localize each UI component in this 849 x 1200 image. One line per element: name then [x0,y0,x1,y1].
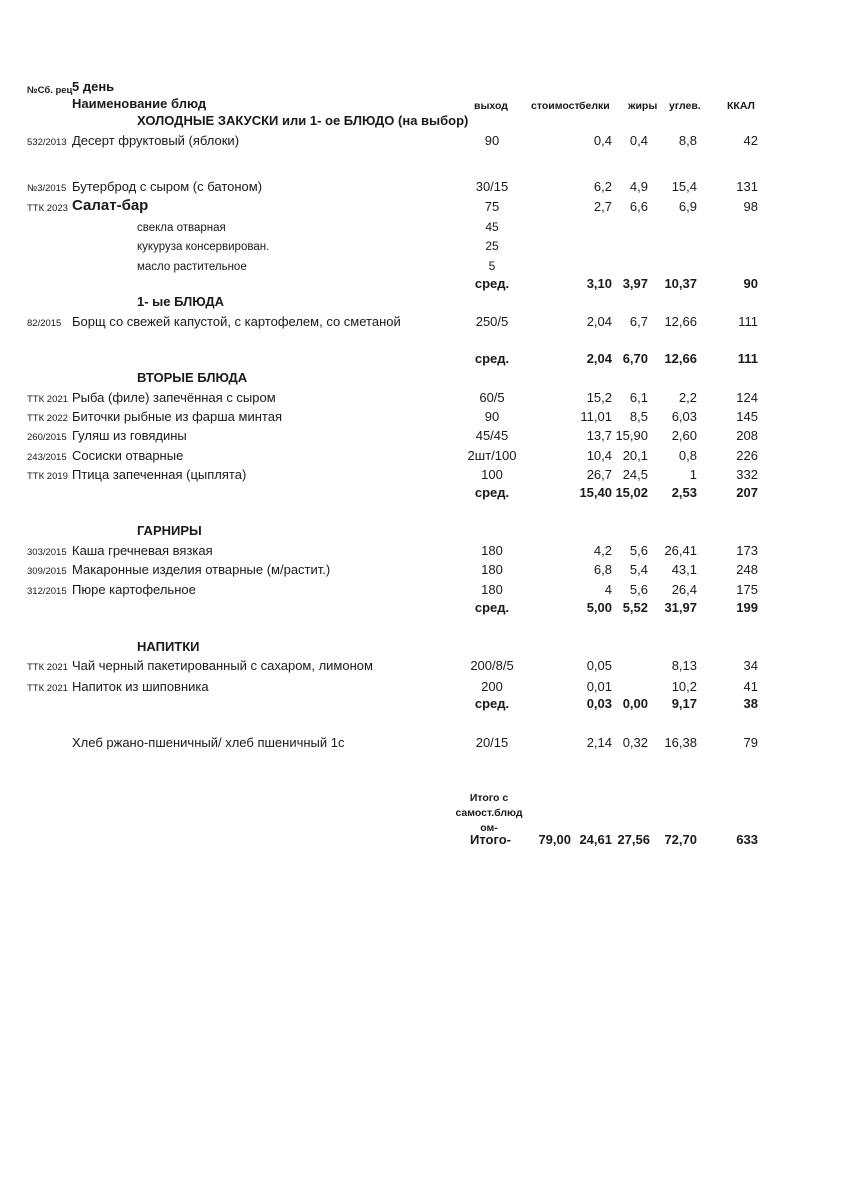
totals-protein: 24,61 [579,832,612,847]
recipe-code: ТТК 2019 [27,471,68,482]
dish-name: Чай черный пакетированный с сахаром, лимоном [72,658,373,673]
dish-kcal: 248 [736,562,758,577]
dish-yield: 250/5 [475,314,509,329]
recipe-code: 312/2015 [27,586,67,597]
dish-fat: 24,5 [622,467,648,482]
dish-prot: 15,2 [586,390,612,405]
dish-fat: 6,7 [629,314,648,329]
dish-name: Салат-бар [72,197,149,214]
dish-kcal: 98 [743,199,758,214]
totals-cost: 79,00 [538,832,571,847]
recipe-code: 243/2015 [27,452,67,463]
recipe-code: ТТК 2021 [27,662,68,673]
dish-fat: 15,90 [615,428,648,443]
dish-prot: 6,8 [593,562,612,577]
average-carb: 9,17 [671,696,697,711]
totals-label: Итого- [470,832,511,847]
dish-yield: 2шт/100 [467,448,517,463]
recipe-code: ТТК 2022 [27,413,68,424]
recipe-code: №3/2015 [27,183,67,194]
recipe-code: 532/2013 [27,137,67,148]
name-column-header: Наименование блюд [72,96,207,111]
dish-carb: 0,8 [678,448,697,463]
average-kcal: 90 [743,276,758,291]
kcal-column-header: ККАЛ [727,100,755,112]
dish-name: Бутерброд с сыром (с батоном) [72,179,263,194]
dish-name: Десерт фруктовый (яблоки) [72,133,240,148]
average-carb: 12,66 [664,351,697,366]
dish-prot: 2,7 [593,199,612,214]
protein-column-header: белки [579,100,610,112]
dish-yield: 30/15 [475,179,509,194]
dish-kcal: 173 [736,543,758,558]
average-label: сред. [474,485,510,500]
dish-kcal: 79 [743,735,758,750]
dish-prot: 2,04 [586,314,612,329]
ingredient-name: кукуруза консервирован. [137,241,270,253]
dish-prot: 6,2 [593,179,612,194]
dish-yield: 45/45 [475,428,509,443]
dish-kcal: 111 [738,314,758,329]
section-heading: ХОЛОДНЫЕ ЗАКУСКИ или 1- ое БЛЮДО (на выбор) [137,113,469,128]
dish-carb: 12,66 [664,314,697,329]
dish-yield: 200/8/5 [470,658,514,673]
average-label: сред. [474,696,510,711]
dish-carb: 6,9 [678,199,697,214]
dish-yield: 180 [481,543,503,558]
average-carb: 31,97 [664,600,697,615]
dish-kcal: 41 [743,679,758,694]
carb-column-header: углев. [669,100,701,112]
dish-prot: 26,7 [586,467,612,482]
totals-label-line: Итого с [469,792,509,804]
average-label: сред. [474,600,510,615]
average-fat: 5,52 [622,600,648,615]
dish-kcal: 226 [736,448,758,463]
dish-carb: 2,60 [671,428,697,443]
dish-carb: 8,13 [671,658,697,673]
dish-name: Напиток из шиповника [72,679,209,694]
average-carb: 10,37 [664,276,697,291]
average-kcal: 111 [737,351,758,366]
totals-kcal: 633 [736,832,758,847]
dish-fat: 6,6 [629,199,648,214]
average-fat: 6,70 [622,351,648,366]
dish-yield: 5 [488,259,496,273]
totals-carb: 72,70 [664,832,697,847]
section-heading: ВТОРЫЕ БЛЮДА [137,370,248,385]
recipe-code: 82/2015 [27,318,62,329]
average-label: сред. [474,351,510,366]
average-prot: 0,03 [586,696,612,711]
recipe-code: ТТК 2021 [27,394,68,405]
dish-yield: 180 [481,562,503,577]
out-column-header: выход [474,100,508,112]
dish-name: Макаронные изделия отварные (м/растит.) [72,562,331,577]
dish-kcal: 131 [736,179,758,194]
dish-name: Гуляш из говядины [72,428,187,443]
dish-yield: 100 [481,467,503,482]
dish-fat: 5,4 [629,562,648,577]
dish-name: Борщ со свежей капустой, с картофелем, со сметаной [72,314,401,329]
totals-label-line: самост.блюд [455,807,523,819]
dish-yield: 200 [481,679,503,694]
dish-prot: 4,2 [593,543,612,558]
dish-carb: 2,2 [678,390,697,405]
dish-fat: 4,9 [629,179,648,194]
dish-name: Рыба (филе) запечённая с сыром [72,390,276,405]
dish-carb: 6,03 [671,409,697,424]
ingredient-name: масло растительное [137,261,247,273]
section-heading: 1- ые БЛЮДА [137,294,224,309]
dish-yield: 180 [481,582,503,597]
dish-kcal: 208 [736,428,758,443]
dish-carb: 10,2 [671,679,697,694]
average-kcal: 199 [736,600,758,615]
dish-name: Птица запеченная (цыплята) [72,467,247,482]
ingredient-name: свекла отварная [137,222,226,234]
dish-prot: 0,01 [586,679,612,694]
dish-prot: 13,7 [586,428,612,443]
dish-fat: 5,6 [629,582,648,597]
dish-prot: 10,4 [586,448,612,463]
dish-carb: 8,8 [678,133,697,148]
dish-name: Биточки рыбные из фарша минтая [72,409,282,424]
dish-kcal: 34 [743,658,758,673]
average-label: сред. [474,276,510,291]
dish-fat: 20,1 [622,448,648,463]
day-title: 5 день [72,79,115,94]
dish-prot: 2,14 [586,735,612,750]
average-prot: 3,10 [586,276,612,291]
dish-yield: 45 [485,220,499,234]
dish-carb: 26,4 [671,582,697,597]
dish-kcal: 124 [736,390,758,405]
dish-prot: 4 [604,582,612,597]
dish-yield: 25 [485,239,499,253]
dish-name: Хлеб ржано-пшеничный/ хлеб пшеничный 1с [72,735,345,750]
totals-label-line: ом- [480,822,498,834]
recipe-code: ТТК 2021 [27,683,68,694]
dish-carb: 26,41 [664,543,697,558]
dish-carb: 16,38 [664,735,697,750]
average-kcal: 38 [743,696,758,711]
dish-fat: 0,32 [622,735,648,750]
dish-fat: 0,4 [629,133,648,148]
dish-fat: 5,6 [629,543,648,558]
dish-kcal: 175 [736,582,758,597]
fat-column-header: жиры [628,100,658,112]
recipe-code: 303/2015 [27,547,67,558]
average-kcal: 207 [736,485,758,500]
average-fat: 15,02 [615,485,648,500]
totals-fat: 27,56 [617,832,650,847]
dish-carb: 15,4 [671,179,697,194]
code-column-label: №Сб. рец [27,85,73,96]
dish-kcal: 42 [743,133,758,148]
recipe-code: ТТК 2023 [27,203,68,214]
dish-kcal: 332 [736,467,758,482]
dish-yield: 75 [484,199,500,214]
average-prot: 2,04 [586,351,612,366]
recipe-code: 260/2015 [27,432,67,443]
dish-yield: 90 [484,409,500,424]
average-prot: 15,40 [579,485,612,500]
section-heading: НАПИТКИ [137,639,200,654]
dish-yield: 20/15 [475,735,509,750]
dish-fat: 8,5 [629,409,648,424]
average-carb: 2,53 [671,485,697,500]
average-fat: 0,00 [622,696,648,711]
cost-column-header: стоимост [531,100,580,112]
dish-fat: 6,1 [629,390,648,405]
average-fat: 3,97 [622,276,648,291]
dish-prot: 0,05 [586,658,612,673]
dish-name: Сосиски отварные [72,448,184,463]
dish-name: Пюре картофельное [72,582,196,597]
section-heading: ГАРНИРЫ [137,523,202,538]
dish-carb: 43,1 [671,562,697,577]
dish-carb: 1 [689,467,697,482]
dish-prot: 11,01 [580,409,612,424]
dish-yield: 90 [484,133,500,148]
dish-name: Каша гречневая вязкая [72,543,213,558]
recipe-code: 309/2015 [27,566,67,577]
dish-yield: 60/5 [479,390,505,405]
average-prot: 5,00 [586,600,612,615]
dish-prot: 0,4 [593,133,612,148]
dish-kcal: 145 [736,409,758,424]
